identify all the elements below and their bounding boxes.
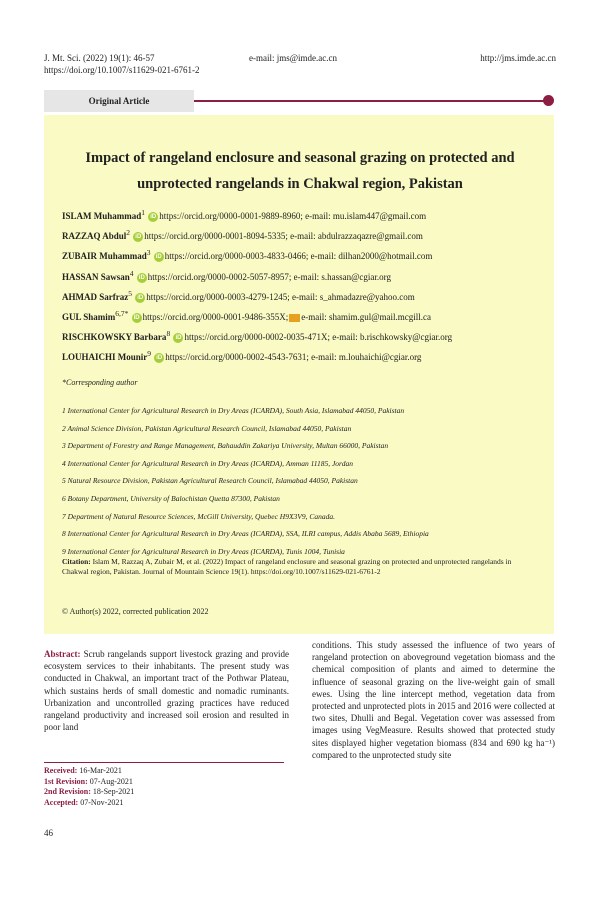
orcid-icon[interactable]: iD — [135, 234, 142, 241]
date-row: 2nd Revision: 18-Sep-2021 — [44, 787, 135, 796]
copyright: © Author(s) 2022, corrected publication 2022 — [62, 607, 209, 616]
author-contact[interactable]: https://orcid.org/0000-0003-4279-1245; e-mail: s_ahmadazre@yahoo.com — [146, 291, 415, 302]
affiliation: 2 Animal Science Division, Pakistan Agricultural Research Council, Islamabad 44050, Pakistan — [62, 423, 352, 433]
author-list — [62, 203, 560, 365]
author-email[interactable]: e-mail: shamim.gul@mail.mcgill.ca — [301, 311, 431, 322]
author-contact[interactable]: https://orcid.org/0000-0001-9486-355X; — [142, 311, 289, 322]
orcid-icon[interactable]: iD — [133, 314, 140, 321]
abstract-left-column — [44, 648, 289, 733]
orcid-icon[interactable]: iD — [138, 274, 145, 281]
date-row: 1st Revision: 07-Aug-2021 — [44, 776, 133, 786]
author-row: RISCHKOWSKY Barbara$^8$ iD https://orcid.org/0000-0002-0035-471X; e-mail: b.rischkowsky@cgiar.org — [62, 329, 453, 343]
affiliation: 4 International Center for Agricultural Research in Dry Areas (ICARDA), Amman 11185, Jordan — [62, 458, 353, 468]
author-contact[interactable]: https://orcid.org/0000-0002-5057-8957; e-mail: s.hassan@cgiar.org — [147, 271, 391, 282]
affiliation: 6 Botany Department, University of Balochistan Quetta 87300, Pakistan — [62, 493, 280, 503]
abstract-label: Abstract: — [44, 649, 81, 659]
orcid-icon[interactable]: iD — [175, 335, 182, 342]
affiliation: 3 Department of Forestry and Range Management, Bahauddin Zakariya University, Multan 66000, Pakistan — [62, 441, 389, 451]
affiliation: 9 International Center for Agricultural Research in Dry Areas (ICARDA), Tunis 1004, Tunisia — [62, 546, 345, 556]
article-type-band — [44, 90, 554, 112]
author-row: AHMAD Sarfraz$^5$ iD https://orcid.org/0000-0003-4279-1245; e-mail: s_ahmadazre@yahoo.com — [62, 288, 415, 302]
doi-link[interactable]: https://doi.org/10.1007/s11629-021-6761-2 — [44, 65, 200, 75]
orcid-icon[interactable]: iD — [150, 213, 157, 220]
citation-text: Islam M, Razzaq A, Zubair M, et al. (2022) Impact of rangeland enclosure and seasonal grazing on protected and unprotected rangelands in Chakwal region, Pakistan. Journal of Mountain Science 19(1). https://doi.org/10.1007/s11629-021-6761-2 — [62, 557, 512, 576]
envelope-icon[interactable] — [289, 314, 300, 322]
journal-email[interactable]: e-mail: jms@imde.ac.cn — [249, 53, 338, 63]
affiliation: 8 International Center for Agricultural Research in Dry Areas (ICARDA), SSA, ILRI campus, Addis Ababa 5689, Ethiopia — [62, 529, 429, 539]
abstract-text-left: Scrub rangelands support livestock grazing and provide ecosystem services to their inhabitants. The present study was conducted in Chakwal, an important tract of the Pothwar Plateau, which sustains herds of small domestic and nomadic ruminants. Urbanization and uncontrolled grazing practices have reduced rangeland productivity and increased soil erosion and resulted in poor land — [44, 649, 289, 733]
author-contact[interactable]: https://orcid.org/0000-0003-4833-0466; e-mail: dilhan2000@hotmail.com — [164, 251, 433, 262]
author-contact[interactable]: https://orcid.org/0000-0002-0035-471X; e-mail: b.rischkowsky@cgiar.org — [184, 332, 453, 343]
author-row: ISLAM Muhammad$^1$ iD https://orcid.org/0000-0001-9889-8960; e-mail: mu.islam447@gmail.com — [62, 208, 427, 221]
author-row: GUL Shamim$^{6,7*}$ iD https://orcid.org/0000-0001-9486-355X; e-mail: shamim.gul@mail.mcgill.ca — [62, 308, 431, 322]
journal-citation: J. Mt. Sci. (2022) 19(1): 46-57 https://doi.org/10.1007/s11629-021-6761-2 — [44, 53, 200, 75]
citation-label: Citation: — [62, 557, 91, 566]
affiliation: 7 Department of Natural Resource Sciences, McGill University, Quebec H9X3V9, Canada. — [62, 511, 335, 521]
citation-block — [62, 557, 537, 577]
author-contact[interactable]: https://orcid.org/0000-0001-8094-5335; e-mail: abdulrazzaqazre@gmail.com — [144, 231, 423, 242]
author-row: RAZZAQ Abdul$^2$ iD https://orcid.org/0000-0001-8094-5335; e-mail: abdulrazzaqazre@gmail.com — [62, 228, 423, 242]
orcid-icon[interactable]: iD — [137, 294, 144, 301]
abstract-right-column: conditions. This study assessed the influence of two years of rangeland protection on aboveground vegetation biomass and the chemical composition of plants and aimed to determine the influence of seasonal grazing on the live-weight gain of small ewes. Using the line intercept method, vegetation data from protected and unprotected plots in 2015 and 2016 were collected at two sites, Dhulli and Begal. Vegetation cover was assessed from images using VegMeasure. Results showed that protected study sites displayed higher vegetation biomass (834 and 690 kg ha⁻¹) compared to the unprotected study site — [312, 640, 555, 760]
history-dates — [44, 762, 284, 808]
article-type-label: Original Article — [44, 90, 194, 112]
journal-url[interactable]: http://jms.imde.ac.cn — [480, 53, 556, 63]
author-row: HASSAN Sawsan$^4$ iD https://orcid.org/0000-0002-5057-8957; e-mail: s.hassan@cgiar.org — [62, 268, 391, 282]
author-row: LOUHAICHI Mounir$^9$ iD https://orcid.org/0000-0002-4543-7631; e-mail: m.louhaichi@cgiar.org — [62, 349, 422, 363]
article-title: Impact of rangeland enclosure and seasonal grazing on protected and unprotected rangelands in Chakwal region, Pakistan — [85, 150, 515, 192]
author-contact[interactable]: https://orcid.org/0000-0002-4543-7631; e-mail: m.louhaichi@cgiar.org — [165, 352, 422, 363]
affiliation: 1 International Center for Agricultural Research in Dry Areas (ICARDA), South Asia, Islamabad 44050, Pakistan — [62, 406, 405, 415]
orcid-icon[interactable]: iD — [156, 355, 163, 362]
affiliation-list — [62, 402, 560, 560]
date-row: Received: 16-Mar-2021 — [44, 766, 122, 775]
author-contact[interactable]: https://orcid.org/0000-0001-9889-8960; e-mail: mu.islam447@gmail.com — [159, 211, 427, 221]
affiliation: 5 Natural Resource Division, Pakistan Agricultural Research Council, Islamabad 44050, Pakistan — [62, 476, 358, 486]
date-row: Accepted: 07-Nov-2021 — [44, 797, 124, 807]
corresponding-note: *Corresponding author — [62, 378, 138, 387]
page-number: 46 — [44, 828, 53, 838]
author-row: ZUBAIR Muhammad$^3$ iD https://orcid.org/0000-0003-4833-0466; e-mail: dilhan2000@hotmail.com — [62, 248, 433, 262]
divider-dot — [543, 95, 554, 106]
orcid-icon[interactable]: iD — [155, 254, 162, 261]
